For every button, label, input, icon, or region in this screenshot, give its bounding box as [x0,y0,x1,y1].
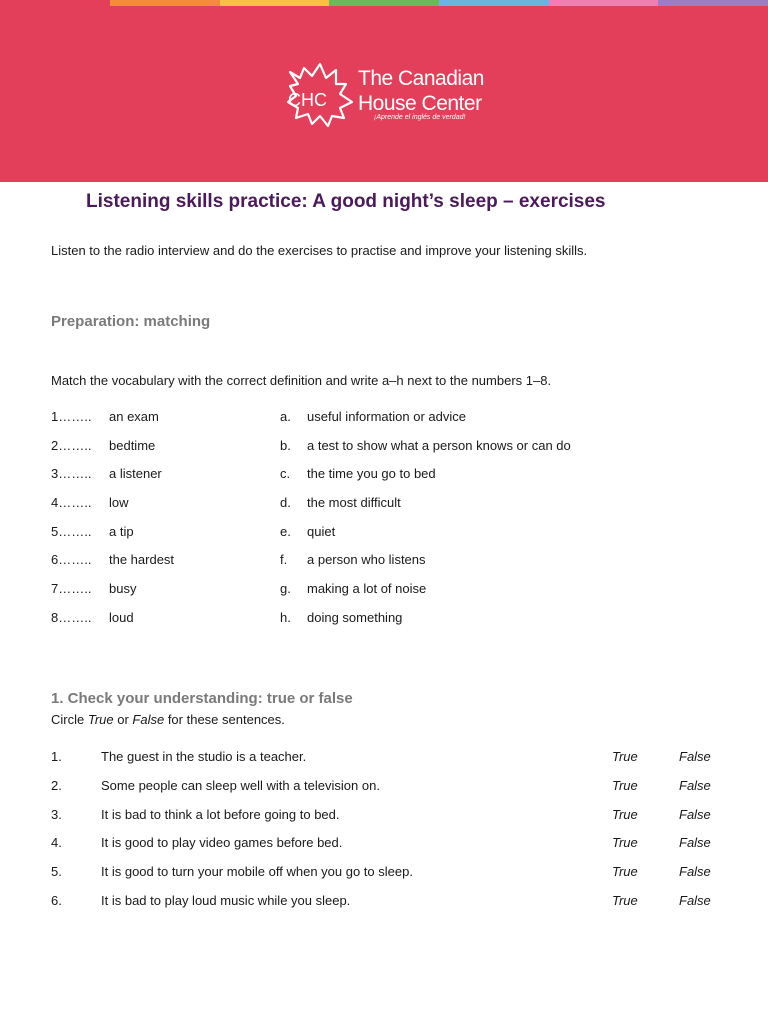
definition-letter: d. [280,495,291,510]
exercise1-heading: 1. Check your understanding: true or false [51,690,353,707]
item-number: 8…….. [51,610,92,625]
definition: useful information or advice [307,409,466,424]
item-number: 1. [51,749,62,764]
item-number: 6. [51,893,62,908]
false-option[interactable]: False [679,835,711,850]
vocabulary-word: low [109,495,129,510]
false-option[interactable]: False [679,893,711,908]
false-option[interactable]: False [679,807,711,822]
item-number: 4…….. [51,495,92,510]
instruction-true: True [87,712,114,727]
true-false-row [0,807,768,827]
logo [286,62,486,130]
item-number: 2…….. [51,438,92,453]
definition: the time you go to bed [307,466,436,481]
true-false-row [0,778,768,798]
definition: quiet [307,524,336,539]
statement: It is good to turn your mobile off when you go to sleep. [101,864,413,879]
statement: The guest in the studio is a teacher. [101,749,307,764]
definition-letter: b. [280,438,291,453]
true-option[interactable]: True [612,749,638,764]
matching-row [0,581,768,601]
definition-letter: h. [280,610,291,625]
definition-letter: f. [280,552,288,567]
page-title: Listening skills practice: A good night’s sleep – exercises [86,191,606,212]
true-false-row [0,864,768,884]
false-option[interactable]: False [679,749,711,764]
item-number: 5…….. [51,524,92,539]
statement: It is bad to think a lot before going to bed. [101,807,340,822]
logo-tagline: ¡Aprende el inglés de verdad! [374,114,466,121]
true-option[interactable]: True [612,893,638,908]
color-stripe-segment [439,0,549,6]
definition: a person who listens [307,552,426,567]
matching-row [0,610,768,630]
definition-letter: a. [280,409,291,424]
preparation-heading: Preparation: matching [51,313,211,330]
false-option[interactable]: False [679,864,711,879]
item-number: 3…….. [51,466,92,481]
instruction-text: for these sentences. [164,712,285,727]
matching-row [0,409,768,429]
color-stripe-segment [329,0,439,6]
item-number: 2. [51,778,62,793]
item-number: 3. [51,807,62,822]
intro-text: Listen to the radio interview and do the exercises to practise and improve your listening skills. [51,243,588,258]
matching-row [0,466,768,486]
color-stripe [110,0,768,6]
statement: It is bad to play loud music while you sleep. [101,893,351,908]
logo-mark: CHC [288,90,327,110]
color-stripe-segment [110,0,220,6]
item-number: 7…….. [51,581,92,596]
matching-row [0,438,768,458]
definition-letter: e. [280,524,291,539]
statement: Some people can sleep well with a television on. [101,778,380,793]
matching-row [0,552,768,572]
vocabulary-word: loud [109,610,134,625]
definition: the most difficult [307,495,401,510]
logo-name-line1: The Canadian [358,67,484,90]
instruction-text: Circle [51,712,88,727]
vocabulary-word: an exam [109,409,159,424]
instruction-false: False [132,712,165,727]
vocabulary-word: busy [109,581,137,596]
instruction-text: or [113,712,133,727]
false-option[interactable]: False [679,778,711,793]
item-number: 1…….. [51,409,92,424]
true-option[interactable]: True [612,778,638,793]
statement: It is good to play video games before bed. [101,835,343,850]
true-option[interactable]: True [612,864,638,879]
definition-letter: c. [280,466,291,481]
color-stripe-segment [220,0,330,6]
matching-row [0,524,768,544]
matching-instruction: Match the vocabulary with the correct definition and write a–h next to the numbers 1–8. [51,373,552,388]
item-number: 4. [51,835,62,850]
vocabulary-word: a tip [109,524,134,539]
matching-row [0,495,768,515]
vocabulary-word: bedtime [109,438,156,453]
color-stripe-segment [658,0,768,6]
definition-letter: g. [280,581,291,596]
true-false-row [0,893,768,913]
logo-name-line2: House Center [358,92,482,115]
definition: doing something [307,610,403,625]
exercise1-instruction [51,712,285,727]
item-number: 5. [51,864,62,879]
item-number: 6…….. [51,552,92,567]
true-option[interactable]: True [612,835,638,850]
true-option[interactable]: True [612,807,638,822]
vocabulary-word: the hardest [109,552,175,567]
true-false-row [0,835,768,855]
true-false-row [0,749,768,769]
definition: making a lot of noise [307,581,427,596]
vocabulary-word: a listener [109,466,162,481]
definition: a test to show what a person knows or can do [307,438,571,453]
color-stripe-segment [549,0,659,6]
